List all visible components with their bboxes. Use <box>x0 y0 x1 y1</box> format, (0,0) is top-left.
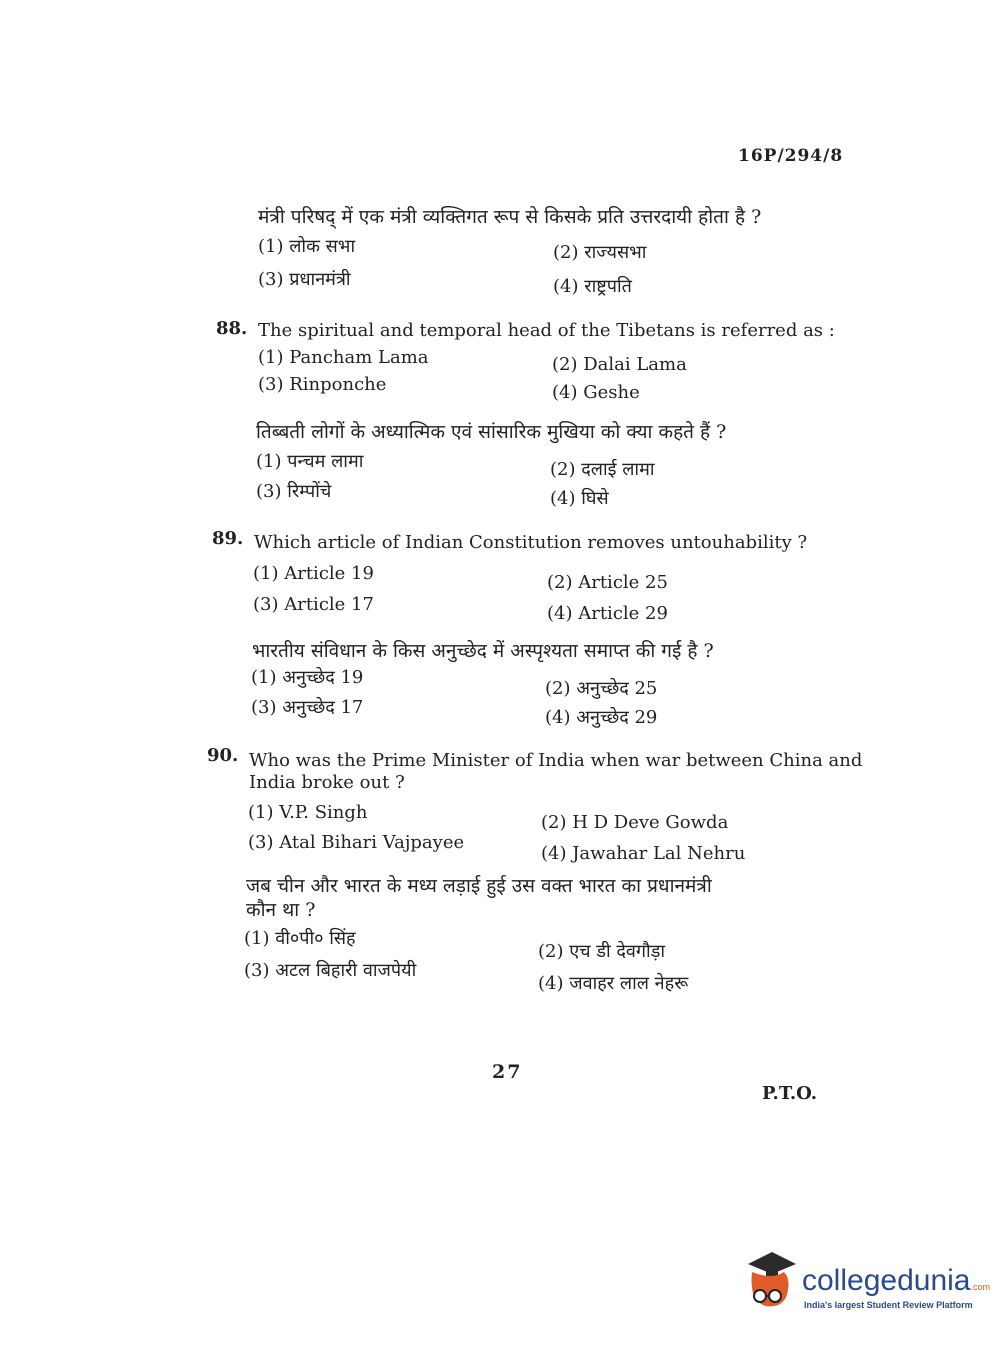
q89-option-4: (4) Article 29 <box>547 603 668 624</box>
q89-text: Which article of Indian Constitution removes untouhability ? <box>254 532 808 553</box>
pto-label: P.T.O. <box>762 1083 818 1104</box>
q90-hindi-line-1: जब चीन और भारत के मध्य लड़ाई हुई उस वक्त भारत का प्रधानमंत्री <box>246 875 712 897</box>
q90-option-4: (4) Jawahar Lal Nehru <box>541 843 746 864</box>
q90-hindi-option-4: (4) जवाहर लाल नेहरू <box>538 973 689 994</box>
q87-hindi-option-4: (4) राष्ट्रपति <box>553 276 632 297</box>
q87-hindi-option-3: (3) प्रधानमंत्री <box>258 269 351 290</box>
q89-hindi-option-2: (2) अनुच्छेद 25 <box>545 678 658 699</box>
q90-option-1: (1) V.P. Singh <box>248 802 368 823</box>
q88-text: The spiritual and temporal head of the Tibetans is referred as : <box>258 320 835 341</box>
q89-option-1: (1) Article 19 <box>253 563 374 584</box>
q89-option-3: (3) Article 17 <box>253 594 374 615</box>
q90-hindi-option-3: (3) अटल बिहारी वाजपेयी <box>244 960 417 981</box>
q88-option-2: (2) Dalai Lama <box>552 354 687 375</box>
q90-option-2: (2) H D Deve Gowda <box>541 812 729 833</box>
q89-option-2: (2) Article 25 <box>547 572 668 593</box>
q89-hindi-option-4: (4) अनुच्छेद 29 <box>545 707 658 728</box>
q88-hindi-option-3: (3) रिम्पोंचे <box>256 481 332 502</box>
q88-hindi-text: तिब्बती लोगों के अध्यात्मिक एवं सांसारिक मुखिया को क्या कहते हैं ? <box>256 421 727 443</box>
q89-hindi-text: भारतीय संविधान के किस अनुच्छेद में अस्पृश्यता समाप्त की गई है ? <box>252 640 714 662</box>
collegedunia-watermark <box>742 1250 990 1320</box>
brand-name: collegedunia <box>802 1264 971 1297</box>
q89-number: 89. <box>212 528 244 549</box>
q87-hindi-text: मंत्री परिषद् में एक मंत्री व्यक्तिगत रूप से किसके प्रति उत्तरदायी होता है ? <box>258 206 762 228</box>
brand-tagline: India's largest Student Review Platform <box>804 1300 973 1310</box>
q88-option-1: (1) Pancham Lama <box>258 347 429 368</box>
q88-option-4: (4) Geshe <box>552 382 640 403</box>
brand-domain: .com <box>970 1282 990 1292</box>
q87-hindi-option-2: (2) राज्यसभा <box>553 242 647 263</box>
q87-hindi-option-1: (1) लोक सभा <box>258 236 356 257</box>
q90-number: 90. <box>207 745 239 766</box>
q89-hindi-option-3: (3) अनुच्छेद 17 <box>251 697 364 718</box>
page-number: 27 <box>492 1061 523 1083</box>
q90-hindi-line-2: कौन था ? <box>246 899 316 921</box>
q90-option-3: (3) Atal Bihari Vajpayee <box>248 832 465 853</box>
q88-number: 88. <box>216 318 248 339</box>
q88-hindi-option-1: (1) पन्चम लामा <box>256 451 364 472</box>
paper-code: 16P/294/8 <box>738 146 844 166</box>
q89-hindi-option-1: (1) अनुच्छेद 19 <box>251 667 364 688</box>
q88-hindi-option-2: (2) दलाई लामा <box>550 459 655 480</box>
collegedunia-mascot-icon <box>742 1250 800 1312</box>
q90-text-line-1: Who was the Prime Minister of India when war between China and <box>249 750 863 771</box>
q88-option-3: (3) Rinponche <box>258 374 387 395</box>
q90-text-line-2: India broke out ? <box>249 772 405 793</box>
q90-hindi-option-1: (1) वी०पी० सिंह <box>244 928 356 949</box>
q90-hindi-option-2: (2) एच डी देवगौड़ा <box>538 941 665 962</box>
q88-hindi-option-4: (4) घिसे <box>550 488 609 509</box>
